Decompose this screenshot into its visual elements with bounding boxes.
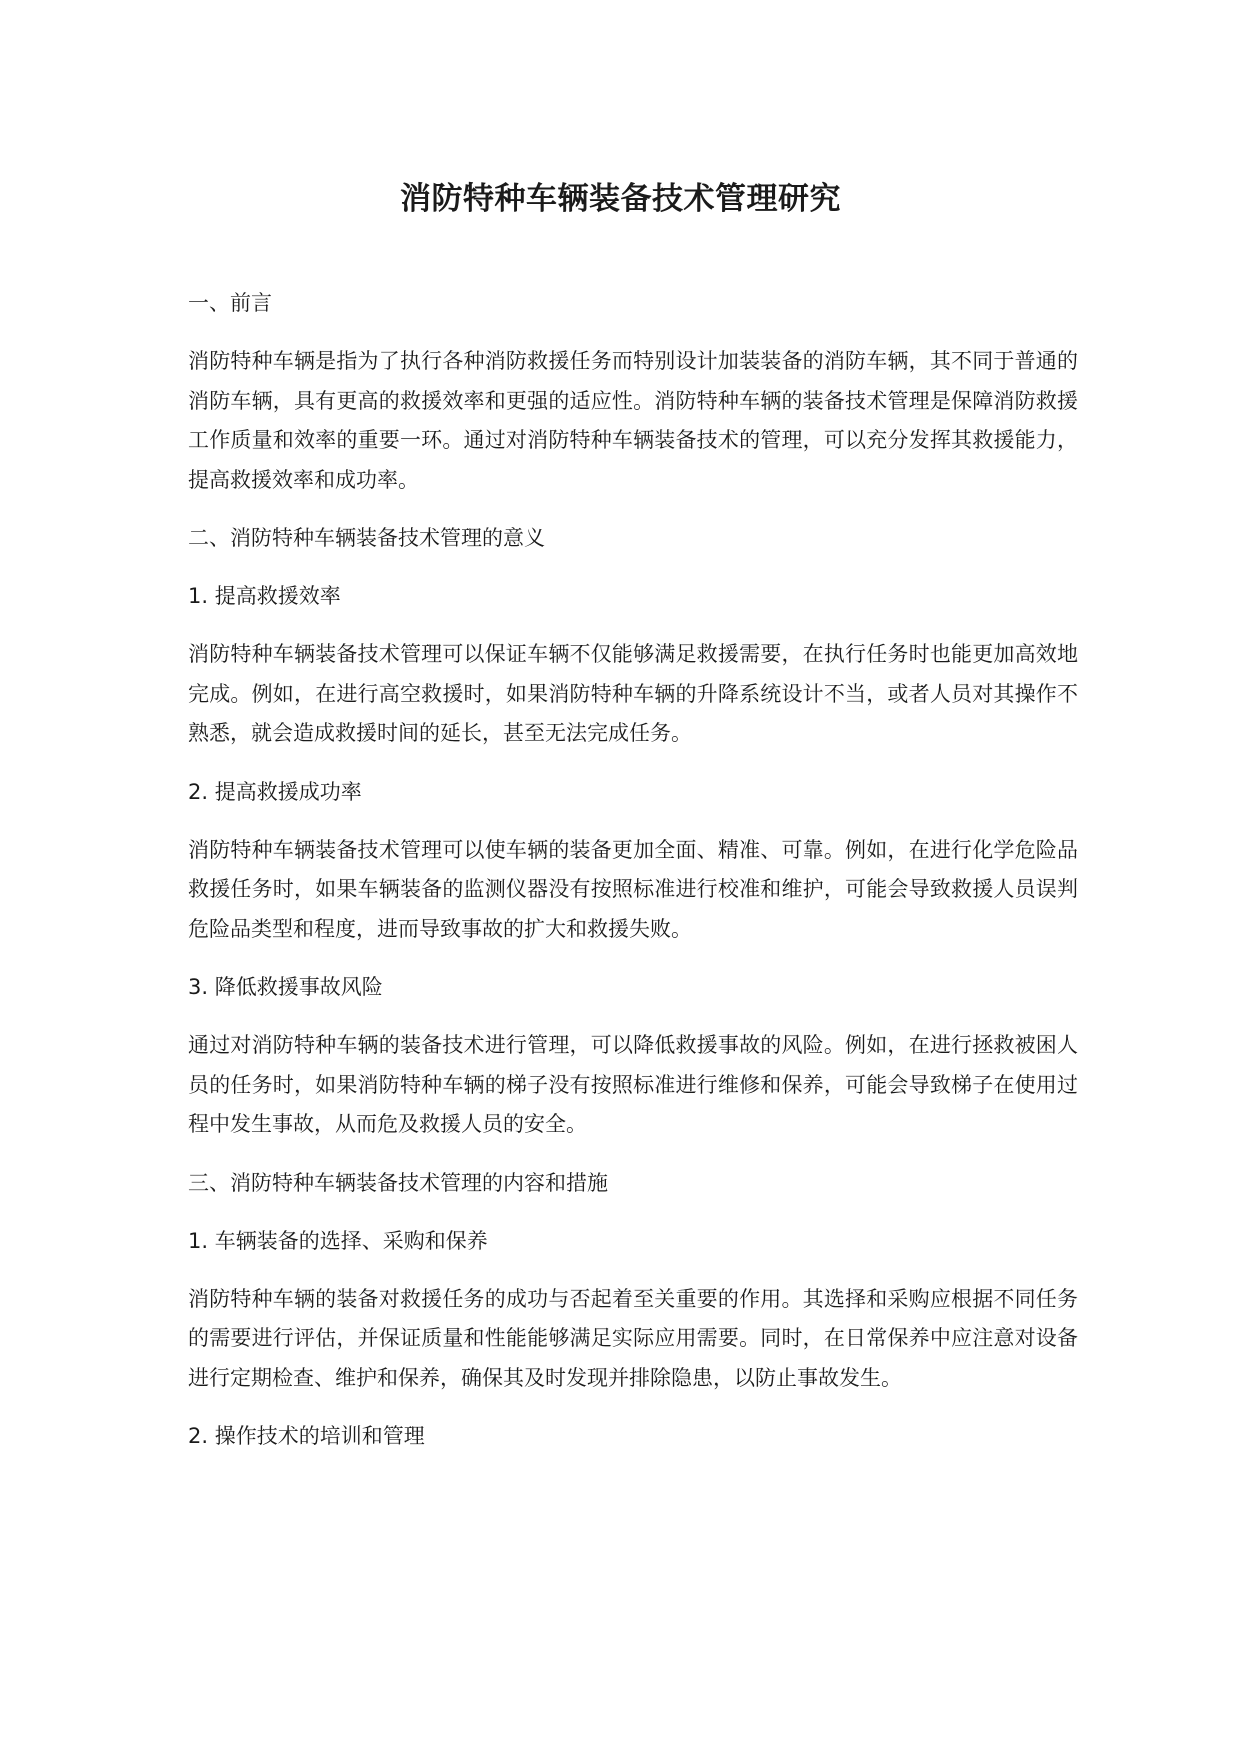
document-title: 消防特种车辆装备技术管理研究 bbox=[400, 181, 841, 217]
subheading-success-rate: 2. 提高救援成功率 bbox=[188, 779, 362, 804]
paragraph-preface: 消防特种车辆是指为了执行各种消防救援任务而特别设计加装装备的消防车辆，其不同于普通的消防车辆，具有更高的救援效率和更强的适应性。消防特种车辆的装备技术管理是保障消防救援工作质量和效率的重要一环。通过对消防特种车辆装备技术的管理，可以充分发挥其救援能力，提高救援效率和成功率。 bbox=[188, 349, 1078, 492]
subheading-equipment-selection: 1. 车辆装备的选择、采购和保养 bbox=[188, 1228, 488, 1253]
section-heading-content-measures: 三、消防特种车辆装备技术管理的内容和措施 bbox=[188, 1170, 608, 1195]
subheading-efficiency: 1. 提高救援效率 bbox=[188, 584, 341, 608]
paragraph-efficiency: 消防特种车辆装备技术管理可以保证车辆不仅能够满足救援需要，在执行任务时也能更加高效地完成。例如，在进行高空救援时，如果消防特种车辆的升降系统设计不当，或者人员对其操作不熟悉，就会造成救援时间的延长，甚至无法完成任务。 bbox=[188, 642, 1078, 745]
document-body bbox=[188, 284, 1078, 1475]
subheading-operation-training: 2. 操作技术的培训和管理 bbox=[188, 1424, 425, 1448]
section-heading-significance: 二、消防特种车辆装备技术管理的意义 bbox=[188, 526, 545, 550]
paragraph-equipment-selection: 消防特种车辆的装备对救援任务的成功与否起着至关重要的作用。其选择和采购应根据不同任务的需要进行评估，并保证质量和性能能够满足实际应用需要。同时，在日常保养中应注意对设备进行定期检查、维护和保养，确保其及时发现并排除隐患，以防止事故发生。 bbox=[188, 1286, 1078, 1390]
subheading-accident-risk: 3. 降低救援事故风险 bbox=[188, 975, 383, 999]
paragraph-accident-risk: 通过对消防特种车辆的装备技术进行管理，可以降低救援事故的风险。例如，在进行拯救被困人员的任务时，如果消防特种车辆的梯子没有按照标准进行维修和保养，可能会导致梯子在使用过程中发生事故，从而危及救援人员的安全。 bbox=[188, 1033, 1078, 1136]
paragraph-success-rate: 消防特种车辆装备技术管理可以使车辆的装备更加全面、精准、可靠。例如，在进行化学危险品救援任务时，如果车辆装备的监测仪器没有按照标准进行校准和维护，可能会导致救援人员误判危险品类型和程度，进而导致事故的扩大和救援失败。 bbox=[188, 837, 1078, 941]
section-heading-preface: 一、前言 bbox=[188, 291, 272, 315]
